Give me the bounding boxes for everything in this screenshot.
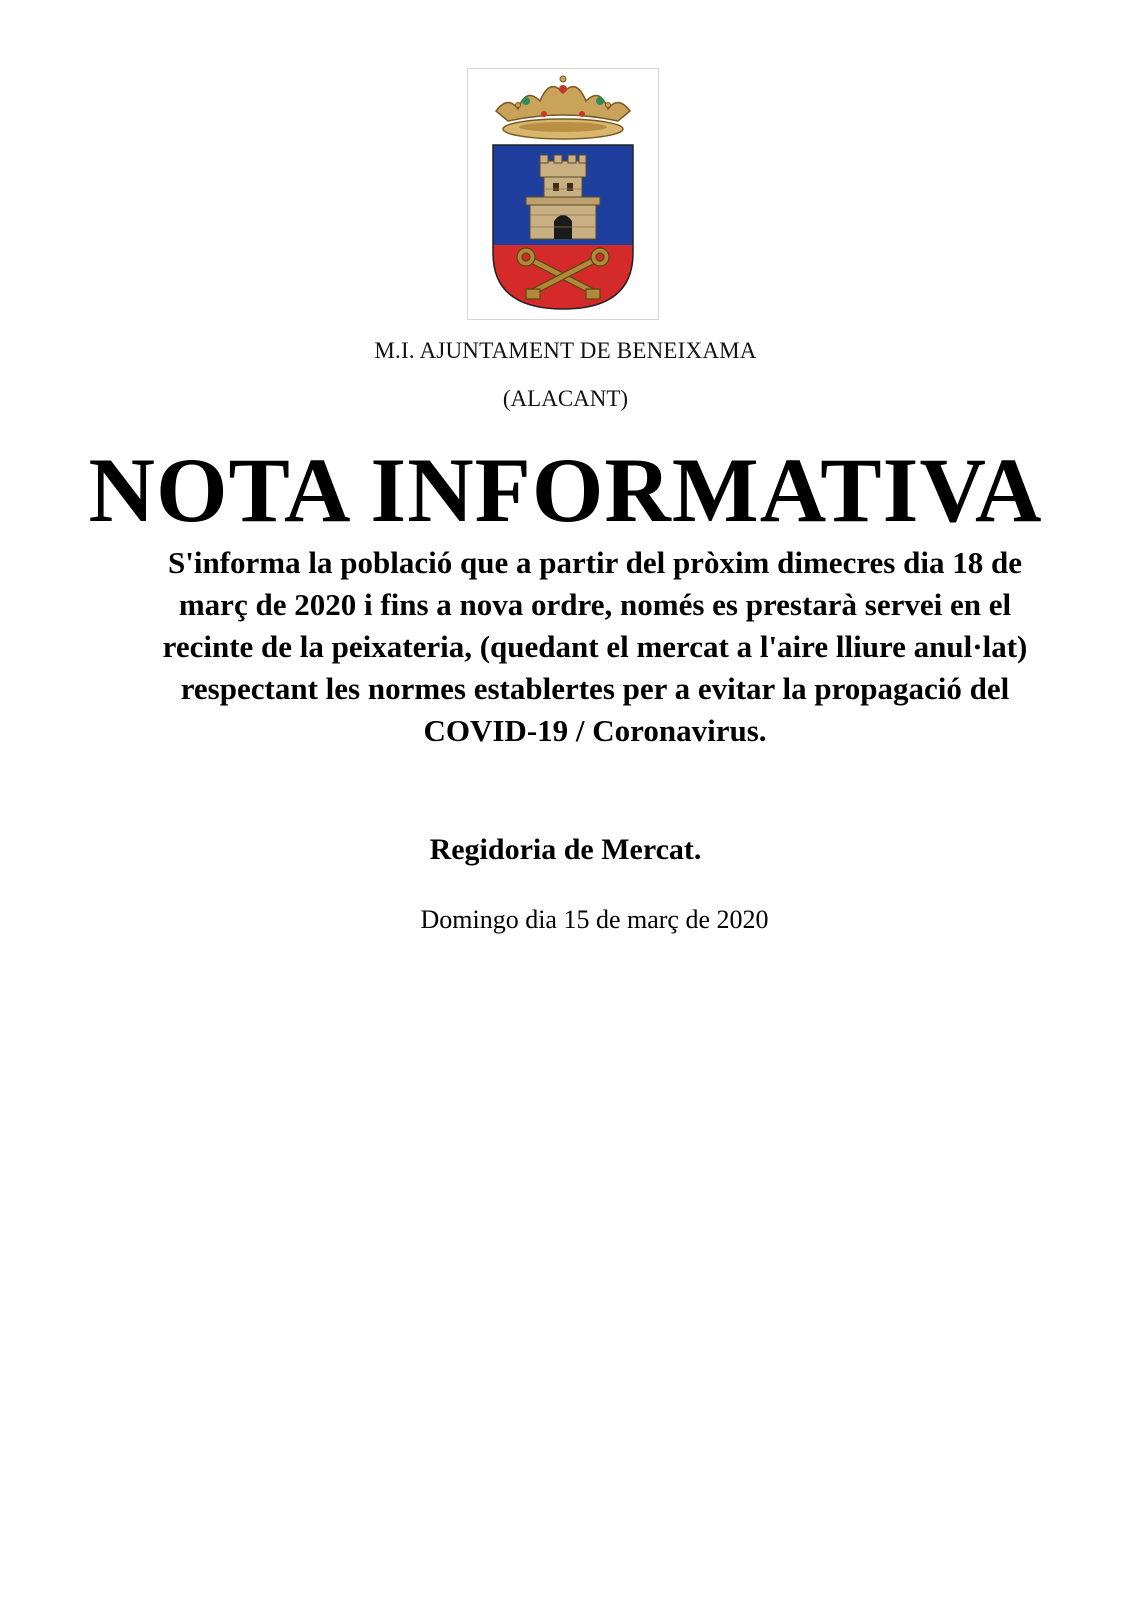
notice-body: S'informa la població que a partir del pròxim dimecres dia 18 de març de 2020 i fins a nova ordre, només es prestarà servei en el recinte de la peixateria, (quedant el mercat a l'aire lliure anul·lat) respectant les normes establertes per a evitar la propagació del COVID-19 / Coronavirus. <box>162 545 1028 748</box>
organization-province: (ALACANT) <box>502 386 629 411</box>
coat-of-arms-icon <box>468 69 658 319</box>
coat-of-arms-frame <box>467 68 659 320</box>
signature: Regidoria de Mercat. <box>429 833 702 866</box>
page-title: NOTA INFORMATIVA <box>88 439 1043 541</box>
date-line: Domingo dia 15 de març de 2020 <box>420 905 769 934</box>
organization-name: M.I. AJUNTAMENT DE BENEIXAMA <box>374 338 757 363</box>
crown-icon <box>496 76 630 139</box>
